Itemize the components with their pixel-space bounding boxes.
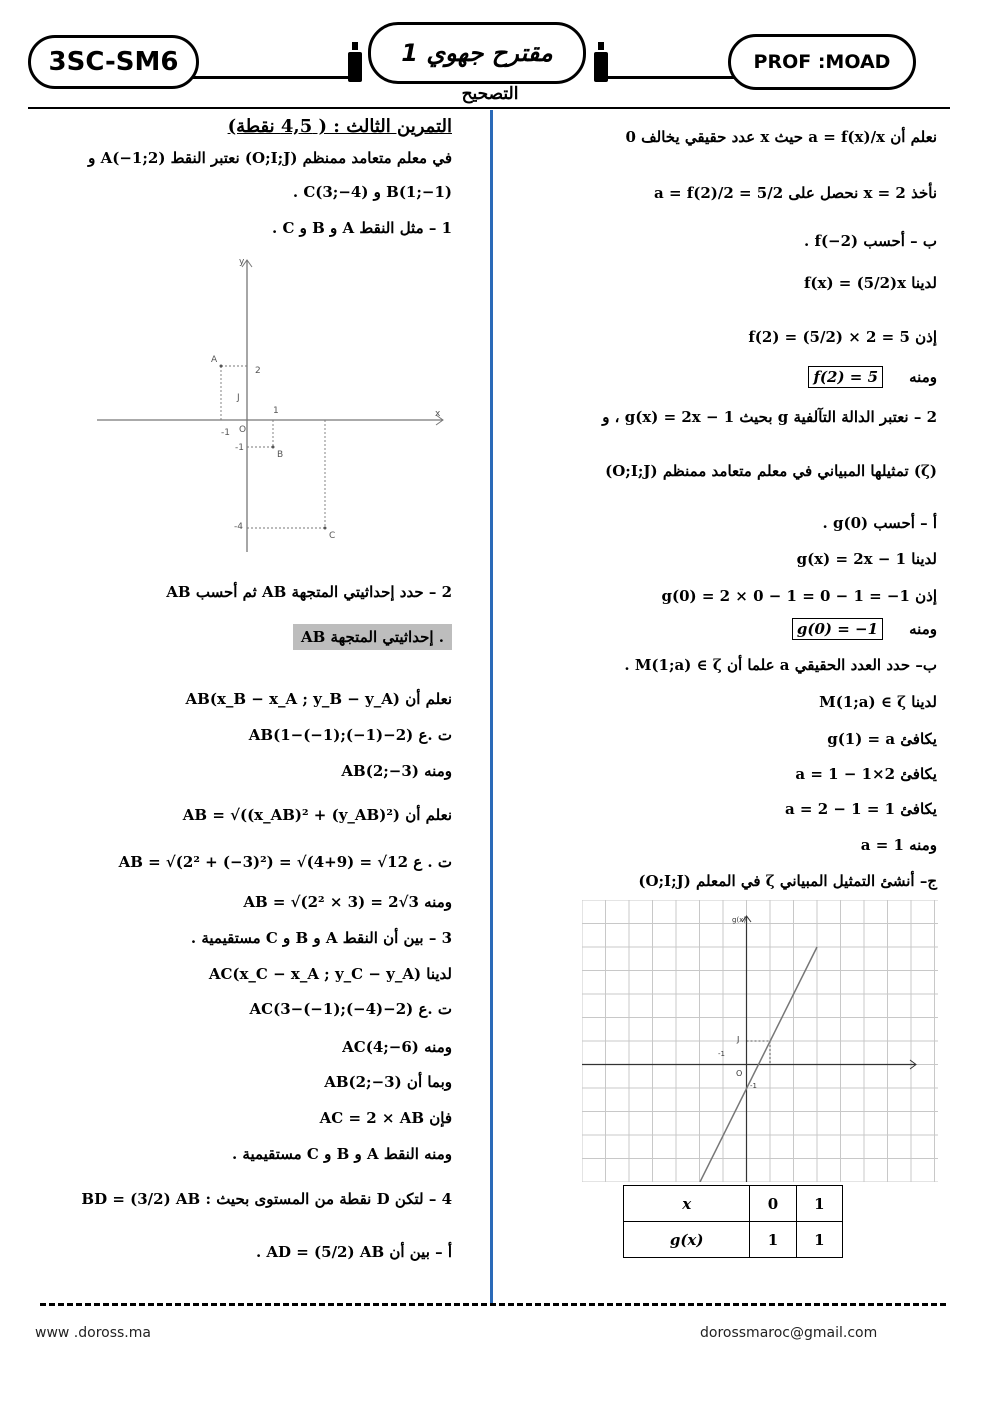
plot-label-y: y [239, 257, 245, 267]
l-line-11: ومنه AB = √(2² × 3) = 2√3 [243, 893, 452, 911]
l-line-1: في معلم متعامد ممنظم (O;I;J) نعتبر النقط A(−1;2) و [88, 149, 452, 167]
prof-badge [728, 34, 916, 90]
r-line-7: 2 – نعتبر الدالة التآلفية g بحيث g(x) = 2x − 1 ، و [602, 408, 937, 426]
r-line-14: لدينا M(1;a) ∈ ζ [819, 693, 937, 711]
l-line-10: ت . ع AB = √(2² + (−3)²) = √(4+9) = √12 [118, 853, 452, 871]
plot-tick-O: O [239, 425, 247, 435]
plot-tick-m1x: -1 [221, 428, 230, 438]
plot-tick-2: 2 [255, 366, 261, 376]
l-line-18: ومنه النقط A و B و C مستقيمية . [231, 1145, 452, 1163]
graph-label-m1: -1 [750, 1082, 757, 1090]
r-line-8: (ζ) تمثيلها المبياني في معلم متعامد ممنظم (O;I;J) [605, 462, 937, 480]
weight-icon-right [592, 42, 610, 84]
table-header-x: x [624, 1186, 750, 1222]
result-box-g0: g(0) = −1 [792, 618, 883, 640]
footer-website[interactable]: www .doross.ma [35, 1325, 151, 1341]
graph-label-I: -1 [718, 1050, 725, 1058]
exam-title: مقترح جهوي 1 [401, 39, 553, 67]
r-line-16: يكافئ 2×1 − 1 = a [795, 765, 937, 783]
table-header-1: 1 [796, 1186, 842, 1222]
column-divider [490, 110, 493, 1305]
plot-tick-J: J [237, 393, 240, 403]
r-line-12 [792, 620, 937, 638]
l-line-13: لدينا AC(x_C − x_A ; y_C − y_A) [208, 965, 452, 983]
table-header-0: 0 [750, 1186, 796, 1222]
plot-point-A [220, 365, 223, 368]
graph-label-O: O [736, 1069, 743, 1078]
l-line-12: 3 – بين أن النقط A و B و C مستقيمية . [190, 929, 452, 947]
l-line-19: 4 – لتكن D نقطة من المستوى بحيث : BD = (3/2) AB [81, 1190, 452, 1208]
values-table [623, 1185, 843, 1258]
footer-dashed-rule [40, 1303, 946, 1306]
class-label: 3SC-SM6 [48, 47, 179, 77]
l-line-8: ومنه AB(2;−3) [341, 762, 452, 780]
l-line-20: أ – بين أن AD = (5/2) AB . [255, 1243, 452, 1261]
exam-title-badge [368, 22, 586, 84]
footer-email[interactable]: dorossmaroc@gmail.com [700, 1325, 878, 1341]
graph-label-J: J [737, 1035, 740, 1044]
r-line-12-label: ومنه [909, 620, 937, 638]
exercise-title: التمرين الثالث : ( 4,5 نقطة) [227, 116, 452, 137]
plot-label-x: x [435, 409, 441, 419]
graph-line-g [582, 900, 938, 1182]
r-line-11: إذن g(0) = 2 × 0 − 1 = 0 − 1 = −1 [661, 587, 937, 605]
plot-tick-m4: -4 [234, 522, 243, 532]
l-line-6: نعلم أن AB(x_B − x_A ; y_B − y_A) [185, 690, 452, 708]
plot-tick-m1y: -1 [235, 443, 244, 453]
r-line-15: يكافئ g(1) = a [827, 730, 937, 748]
weight-icon-left [346, 42, 364, 84]
plot-point-label-A: A [211, 355, 218, 365]
l-line-15: ومنه AC(4;−6) [342, 1038, 452, 1056]
r-line-2: نأخذ x = 2 نحصل على a = f(2)/2 = 5/2 [654, 184, 937, 202]
r-line-17: يكافئ a = 2 − 1 = 1 [784, 800, 937, 818]
table-cell-g1: 1 [796, 1222, 842, 1258]
l-line-2: B(1;−1) و C(3;−4) . [292, 183, 452, 201]
r-line-6 [808, 368, 937, 386]
l-line-4: 2 – حدد إحداثيتي المتجهة AB ثم أحسب AB [166, 583, 452, 601]
l-line-16: وبما أن AB(2;−3) [324, 1073, 452, 1091]
plot-point-label-C: C [329, 531, 336, 541]
prof-label: PROF :MOAD [753, 51, 891, 73]
plot-point-C [324, 527, 327, 530]
r-line-13: ب– حدد العدد الحقيقي a علما أن M(1;a) ∈ ζ . [624, 656, 937, 674]
result-box-f2: f(2) = 5 [808, 366, 883, 388]
r-line-1: نعلم أن a = f(x)/x حيث x عدد حقيقي يخالف 0 [625, 128, 937, 146]
r-line-5: إذن f(2) = (5/2) × 2 = 5 [748, 328, 937, 346]
plot-point-label-B: B [277, 450, 284, 460]
points-plot [95, 254, 450, 554]
graph-ylabel: g(x) [732, 916, 747, 924]
table-row-gx: g(x) [624, 1222, 750, 1258]
page-subtitle: التصحيح [461, 84, 519, 104]
r-line-3: ب – أحسب f(−2) . [804, 232, 937, 250]
r-line-4: لدينا f(x) = (5/2)x [803, 274, 937, 292]
ab-coords-heading: . إحداثيتي المتجهة AB [293, 624, 452, 650]
l-line-17: فإن AC = 2 × AB [319, 1109, 452, 1127]
header-divider [28, 107, 950, 109]
plot-point-B [272, 446, 275, 449]
r-line-9: أ – أحسب g(0) . [822, 514, 937, 532]
table-cell-g0: 1 [750, 1222, 796, 1258]
l-line-9: نعلم أن AB = √((x_AB)² + (y_AB)²) [182, 806, 452, 824]
plot-tick-1: 1 [273, 406, 279, 416]
r-line-10: لدينا g(x) = 2x − 1 [796, 550, 937, 568]
r-line-18: ومنه a = 1 [860, 836, 937, 854]
l-line-5 [293, 628, 452, 646]
l-line-7: ت .ع AB(1−(−1);(−1)−2) [248, 726, 452, 744]
r-line-19: ج– أنشئ التمثيل المبياني ζ في المعلم (O;I;J) [638, 872, 937, 890]
l-line-3: 1 – مثل النقط A و B و C . [272, 219, 452, 237]
l-line-14: ت .ع AC(3−(−1);(−4)−2) [249, 1000, 452, 1018]
class-label-badge [28, 35, 199, 89]
r-line-6-label: ومنه [909, 368, 937, 386]
